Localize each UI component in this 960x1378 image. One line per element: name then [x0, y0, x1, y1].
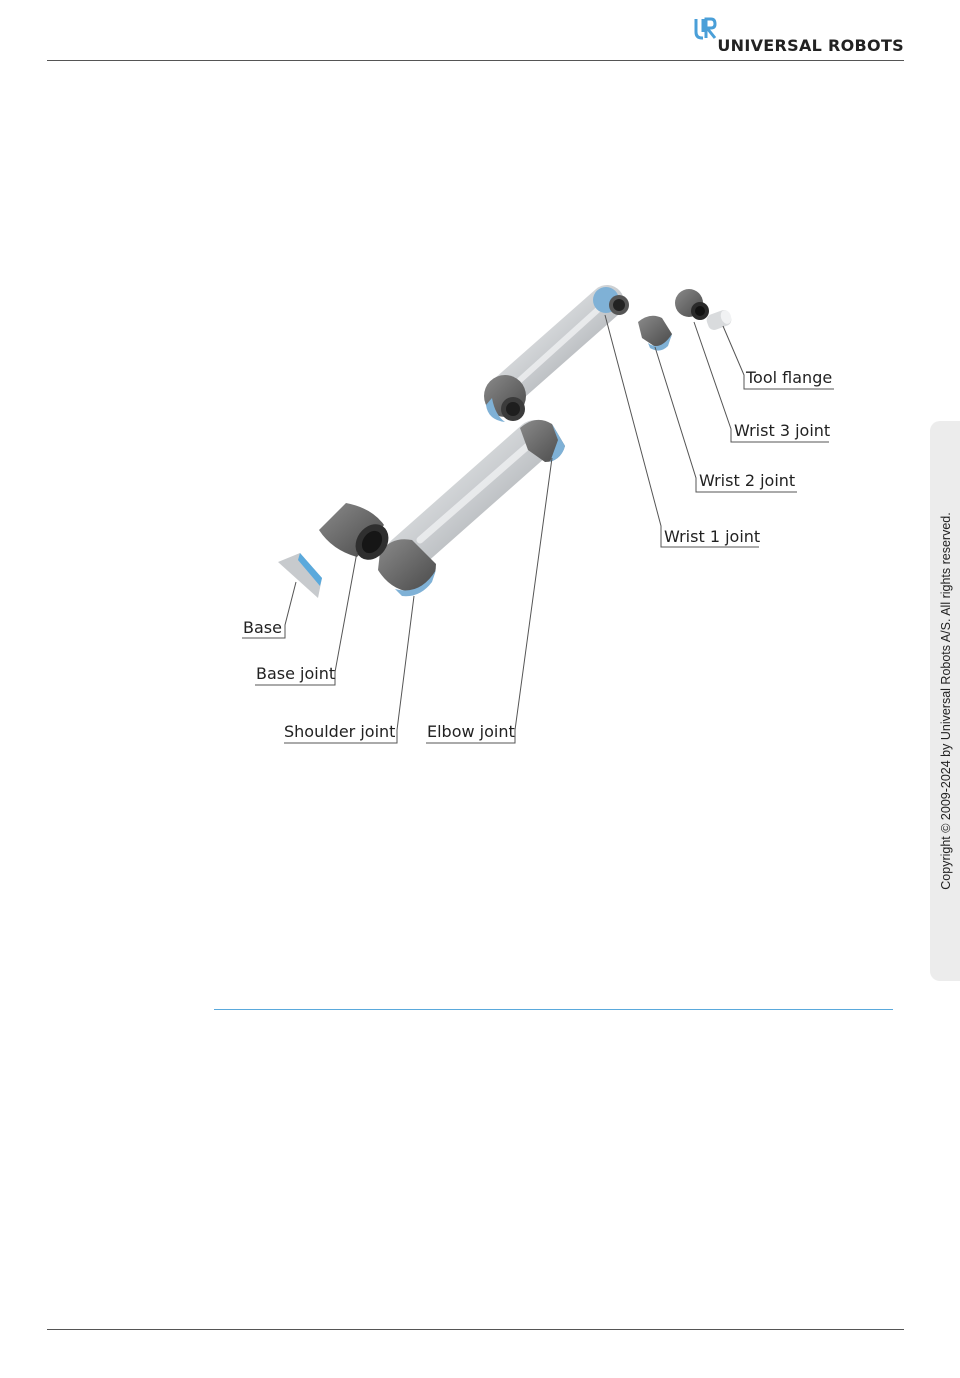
base-part — [278, 553, 322, 598]
label-elbow-joint: Elbow joint — [427, 722, 515, 741]
wrist-2-joint-part — [638, 316, 672, 351]
wrist-3-joint-part — [675, 289, 709, 320]
label-base-joint: Base joint — [256, 664, 336, 683]
label-tool-flange: Tool flange — [746, 368, 833, 387]
label-shoulder-joint: Shoulder joint — [284, 722, 396, 741]
label-wrist-2-joint: Wrist 2 joint — [699, 471, 796, 490]
tool-flange-part — [705, 308, 733, 331]
section-divider — [214, 1009, 893, 1010]
label-wrist-1-joint: Wrist 1 joint — [664, 527, 761, 546]
footer-divider — [47, 1329, 904, 1330]
label-base: Base — [243, 618, 282, 637]
upper-arm-link — [484, 287, 629, 422]
label-wrist-3-joint: Wrist 3 joint — [734, 421, 831, 440]
brand-name: UNIVERSAL ROBOTS — [717, 36, 904, 55]
copyright-text: Copyright © 2009-2024 by Universal Robots A/S. All rights reserved. — [939, 512, 953, 890]
lower-arm-link — [405, 420, 565, 555]
